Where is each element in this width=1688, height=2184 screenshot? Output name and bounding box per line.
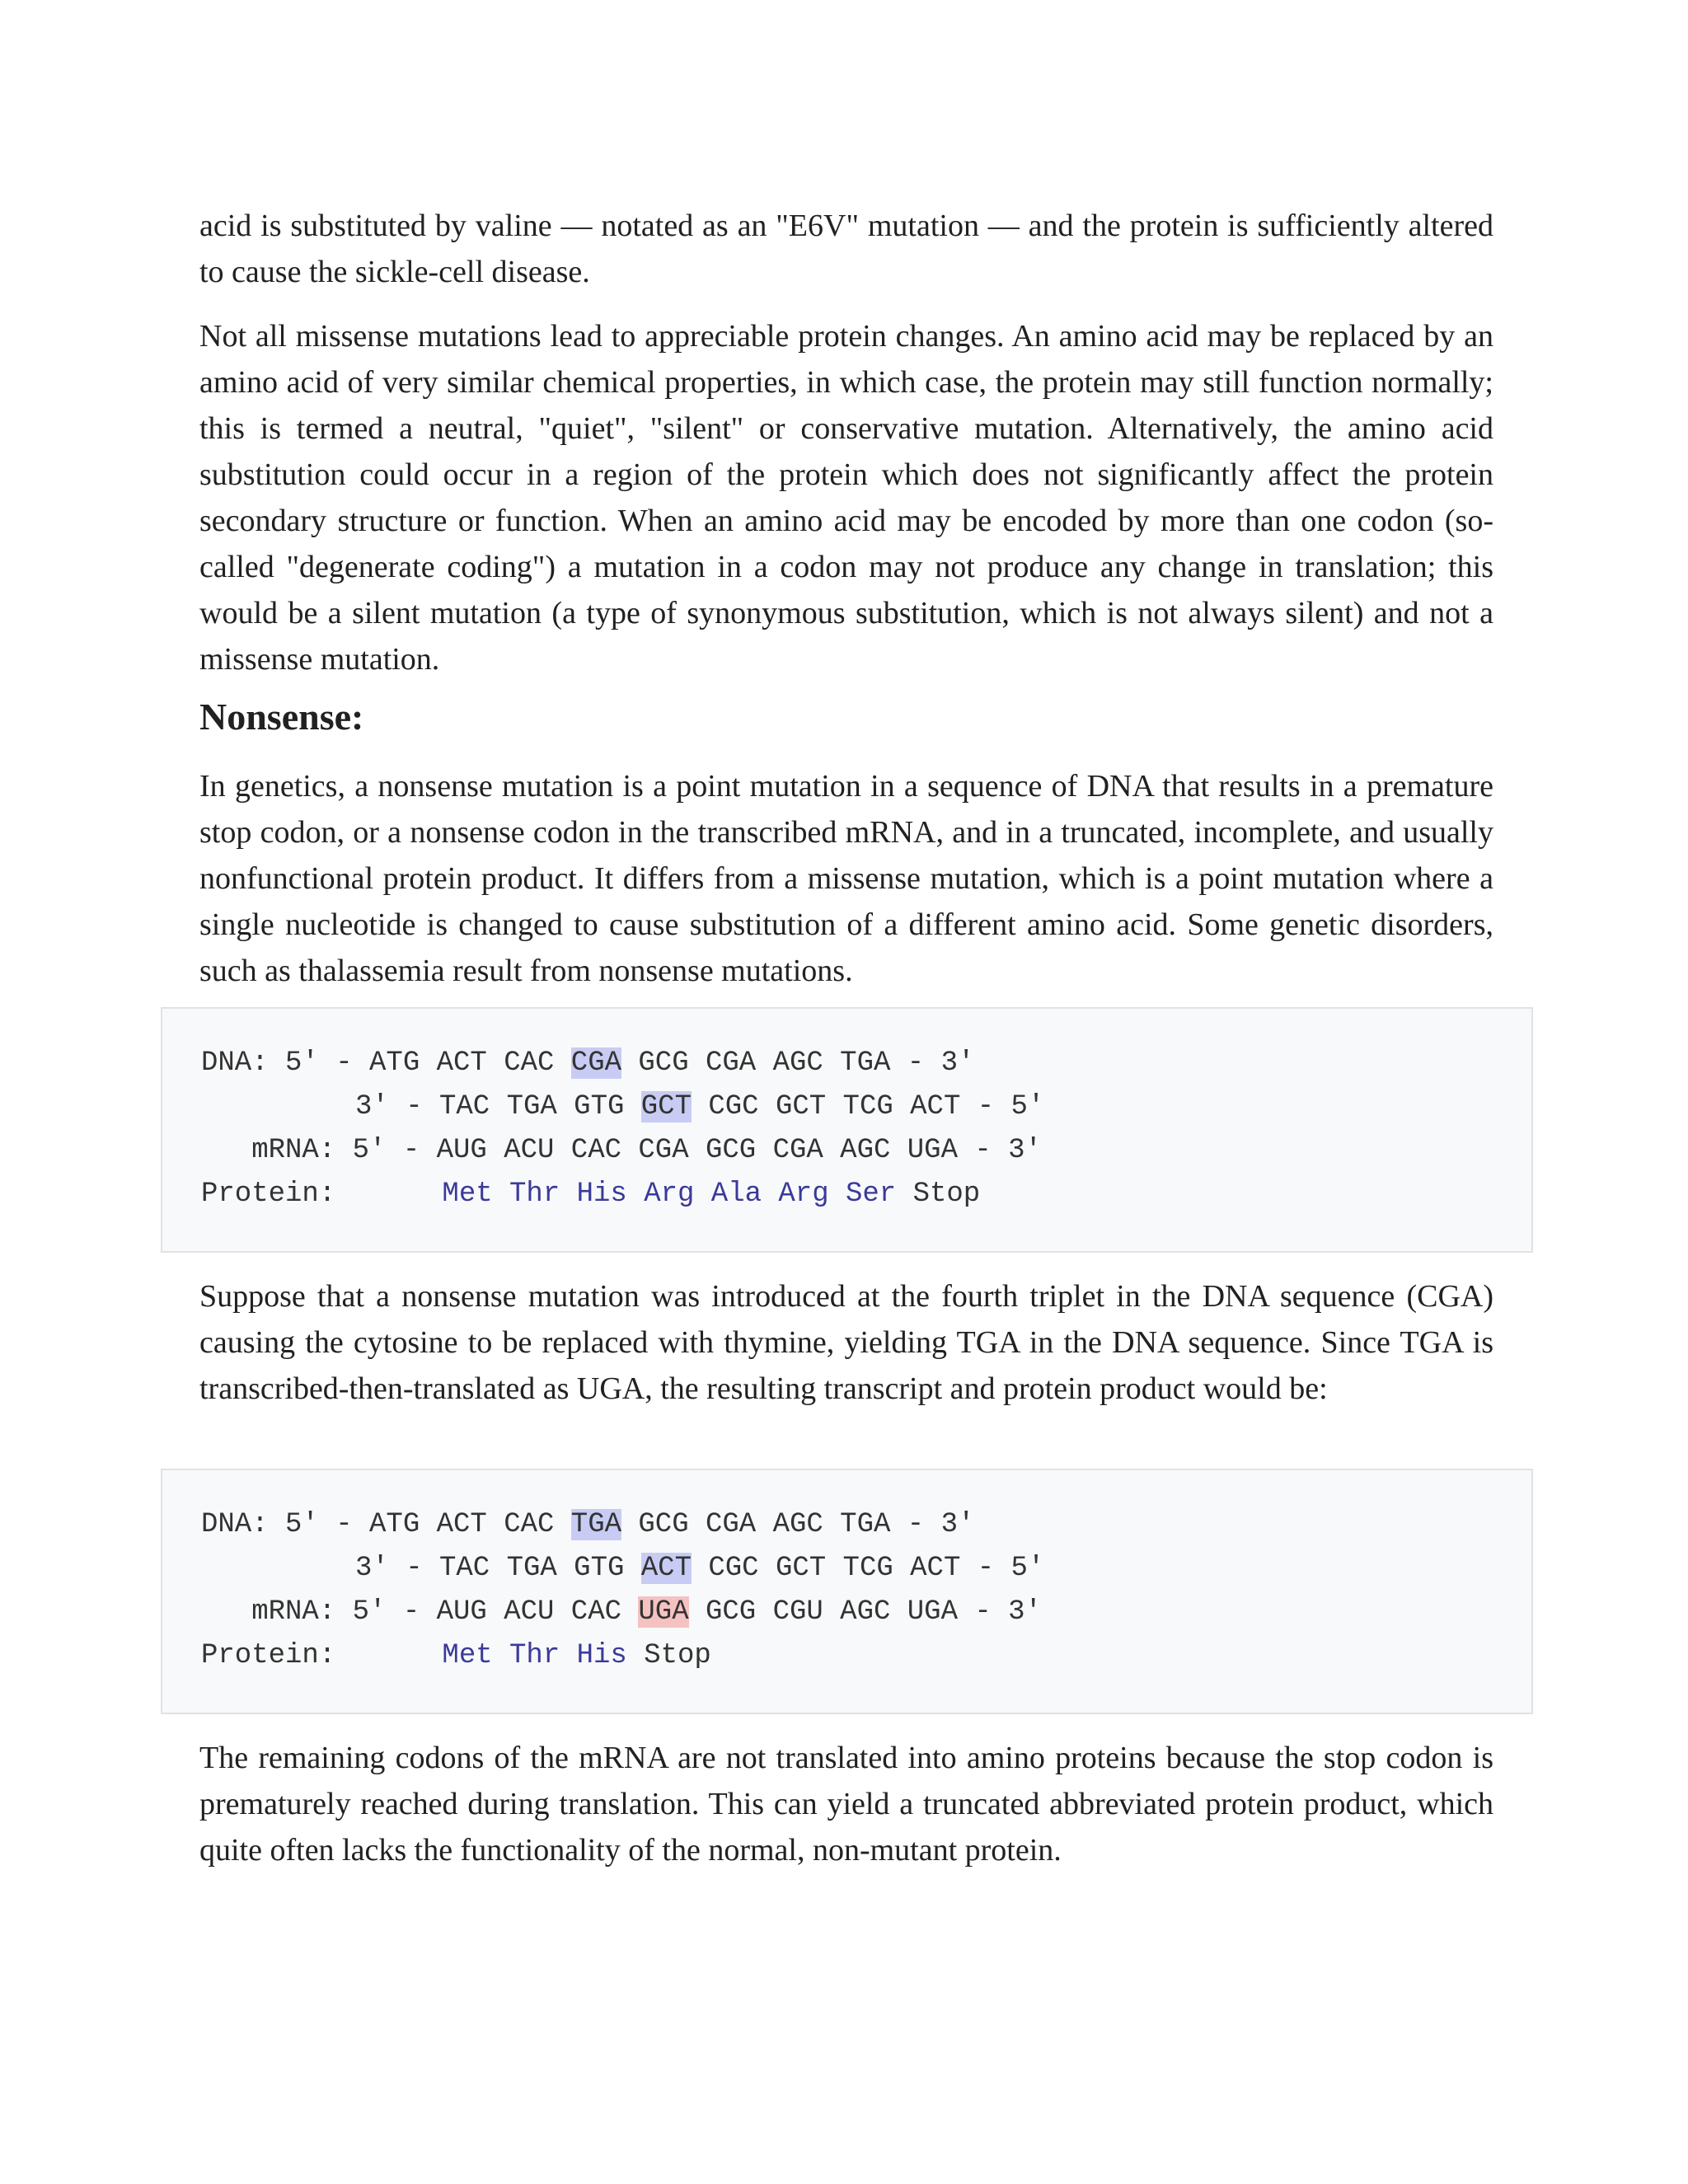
sequence-token: CGA <box>772 1135 823 1166</box>
sequence-token: TAC <box>438 1553 490 1584</box>
sequence-token: AGC <box>840 1135 891 1166</box>
sequence-token: 3' <box>355 1553 389 1584</box>
sequence-token: ACU <box>504 1135 555 1166</box>
sequence-token: TGA <box>840 1509 891 1540</box>
sequence-token: CGA <box>705 1509 757 1540</box>
amino-acid: Thr <box>509 1179 560 1210</box>
protein-line <box>201 1634 1531 1678</box>
amino-acid: His <box>576 1640 627 1671</box>
amino-acid: Met <box>442 1640 493 1671</box>
mrna-sequence <box>353 1596 1042 1628</box>
sequence-token: 5' <box>1010 1091 1045 1122</box>
mrna-line <box>201 1129 1531 1173</box>
sequence-token: ACT <box>436 1509 487 1540</box>
sequence-token: TAC <box>438 1091 490 1122</box>
paragraph-missense-neutral: Not all missense mutations lead to appreciable protein changes. An amino acid may be replaced by an amino acid of very similar chemical properties, in which case, the protein may still function normally; this is termed a neutral, "quiet", "silent" or conservative mutation. Alternatively, the amino acid substitution could occur in a region of the protein which does not significantly affect the protein secondary structure or function. When an amino acid may be encoded by more than one codon (so-called "degenerate coding") a mutation in a codon may not produce any change in translation; this would be a silent mutation (a type of synonymous substitution, which is not always silent) and not a missense mutation. <box>199 319 1493 677</box>
protein-line <box>201 1173 1531 1216</box>
sequence-token: ACT <box>640 1553 692 1584</box>
code-block-original-sequence <box>161 1007 1533 1253</box>
sequence-token: GCG <box>638 1509 689 1540</box>
amino-acid: Thr <box>509 1640 560 1671</box>
sequence-token: TGA <box>506 1091 557 1122</box>
sequence-token: CGA <box>570 1047 622 1079</box>
sequence-token: - <box>977 1091 995 1122</box>
sequence-token: AUG <box>436 1135 487 1166</box>
sequence-token: - <box>335 1509 353 1540</box>
sequence-token: CGC <box>708 1091 759 1122</box>
sequence-token: AGC <box>772 1509 823 1540</box>
sequence-token: CAC <box>504 1047 555 1079</box>
sequence-token: GCG <box>638 1047 689 1079</box>
heading-nonsense: Nonsense: <box>199 696 364 738</box>
sequence-token: 3' <box>1008 1596 1042 1628</box>
sequence-token: TGA <box>570 1509 622 1540</box>
sequence-token: - <box>974 1596 992 1628</box>
sequence-token: ACT <box>910 1091 961 1122</box>
sequence-token: - <box>977 1553 995 1584</box>
sequence-token: 5' <box>352 1135 387 1166</box>
paragraph-mutation-example: Suppose that a nonsense mutation was introduced at the fourth triplet in the DNA sequence (CGA) causing the cytosine to be replaced with thymine, yielding TGA in the DNA sequence. Since TGA is transcribed-then-translated as UGA, the resulting transcript and protein product would be: <box>199 1279 1493 1406</box>
dna-bottom-strand-line <box>201 1085 1531 1129</box>
sequence-token: GTG <box>574 1553 625 1584</box>
sequence-token: UGA <box>907 1596 958 1628</box>
sequence-token: TCG <box>842 1553 893 1584</box>
protein-label: Protein: <box>201 1179 336 1210</box>
paragraph-nonsense-definition: In genetics, a nonsense mutation is a point mutation in a sequence of DNA that results in a premature stop codon, or a nonsense codon in the transcribed mRNA, and in a truncated, incomplete, and usually nonfunctional protein product. It differs from a missense mutation, which is a point mutation where a single nucleotide is changed to cause substitution of a different amino acid. Some genetic disorders, such as thalassemia result from nonsense mutations. <box>199 769 1493 988</box>
sequence-token: TGA <box>506 1553 557 1584</box>
sequence-token: - <box>907 1047 925 1079</box>
sequence-token: ACT <box>910 1553 961 1584</box>
dna-bottom-strand-line <box>201 1547 1531 1591</box>
protein-sequence <box>442 1640 710 1671</box>
dna-top-strand-line <box>201 1503 1531 1547</box>
sequence-token: - <box>402 1596 420 1628</box>
sequence-token: UGA <box>907 1135 958 1166</box>
amino-acid: His <box>576 1179 627 1210</box>
sequence-token: - <box>406 1553 423 1584</box>
mrna-line <box>201 1591 1531 1634</box>
sequence-token: AGC <box>772 1047 823 1079</box>
mrna-label: mRNA: <box>251 1135 336 1166</box>
amino-acid: Stop <box>912 1179 981 1210</box>
sequence-token: 5' <box>285 1047 319 1079</box>
amino-acid: Stop <box>644 1640 711 1671</box>
sequence-token: - <box>335 1047 353 1079</box>
sequence-token: - <box>402 1135 420 1166</box>
sequence-token: GCT <box>640 1091 692 1122</box>
amino-acid: Arg <box>644 1179 695 1210</box>
sequence-token: ACU <box>504 1596 555 1628</box>
sequence-token: CGU <box>772 1596 823 1628</box>
sequence-token: 5' <box>352 1596 387 1628</box>
sequence-token: 3' <box>1008 1135 1042 1166</box>
sequence-token: ATG <box>369 1047 420 1079</box>
sequence-token: 3' <box>940 1509 975 1540</box>
sequence-token: GCG <box>705 1596 757 1628</box>
sequence-token: GTG <box>574 1091 625 1122</box>
sequence-token: CAC <box>570 1135 622 1166</box>
dna-label: DNA: <box>201 1047 269 1079</box>
code-block-mutated-sequence <box>161 1469 1533 1714</box>
amino-acid: Arg <box>778 1179 829 1210</box>
sequence-token: UGA <box>638 1596 689 1628</box>
mrna-sequence <box>353 1135 1042 1166</box>
sequence-token: TCG <box>842 1091 893 1122</box>
amino-acid: Met <box>442 1179 493 1210</box>
protein-label: Protein: <box>201 1640 336 1671</box>
sequence-token: AUG <box>436 1596 487 1628</box>
sequence-token: CGA <box>638 1135 689 1166</box>
sequence-token: 3' <box>940 1047 975 1079</box>
sequence-token: GCT <box>775 1553 827 1584</box>
sequence-token: GCT <box>775 1091 827 1122</box>
sequence-token: CGA <box>705 1047 757 1079</box>
dna-bottom-strand <box>355 1091 1044 1122</box>
dna-top-strand-line <box>201 1042 1531 1085</box>
dna-label: DNA: <box>201 1509 269 1540</box>
sequence-token: CAC <box>570 1596 622 1628</box>
dna-top-strand <box>285 1047 974 1079</box>
sequence-token: ACT <box>436 1047 487 1079</box>
dna-bottom-strand <box>355 1553 1044 1584</box>
sequence-token: 5' <box>285 1509 319 1540</box>
protein-sequence <box>442 1179 980 1210</box>
sequence-token: GCG <box>705 1135 757 1166</box>
sequence-token: 5' <box>1010 1553 1045 1584</box>
sequence-token: 3' <box>355 1091 389 1122</box>
sequence-token: - <box>907 1509 925 1540</box>
sequence-token: ATG <box>369 1509 420 1540</box>
sequence-token: CGC <box>708 1553 759 1584</box>
sequence-token: CAC <box>504 1509 555 1540</box>
amino-acid: Ser <box>845 1179 897 1210</box>
dna-top-strand <box>285 1509 974 1540</box>
sequence-token: TGA <box>840 1047 891 1079</box>
paragraph-truncated-protein: The remaining codons of the mRNA are not translated into amino proteins because the stop codon is prematurely reached during translation. This can yield a truncated abbreviated protein product, which quite often lacks the functionality of the normal, non-mutant protein. <box>199 1741 1493 1868</box>
sequence-token: AGC <box>840 1596 891 1628</box>
sequence-token: - <box>974 1135 992 1166</box>
paragraph-sickle-cell: acid is substituted by valine — notated as an "E6V" mutation — and the protein is sufficiently altered to cause the sickle-cell disease. <box>199 209 1493 289</box>
amino-acid: Ala <box>710 1179 762 1210</box>
sequence-token: - <box>406 1091 423 1122</box>
mrna-label: mRNA: <box>251 1596 336 1628</box>
